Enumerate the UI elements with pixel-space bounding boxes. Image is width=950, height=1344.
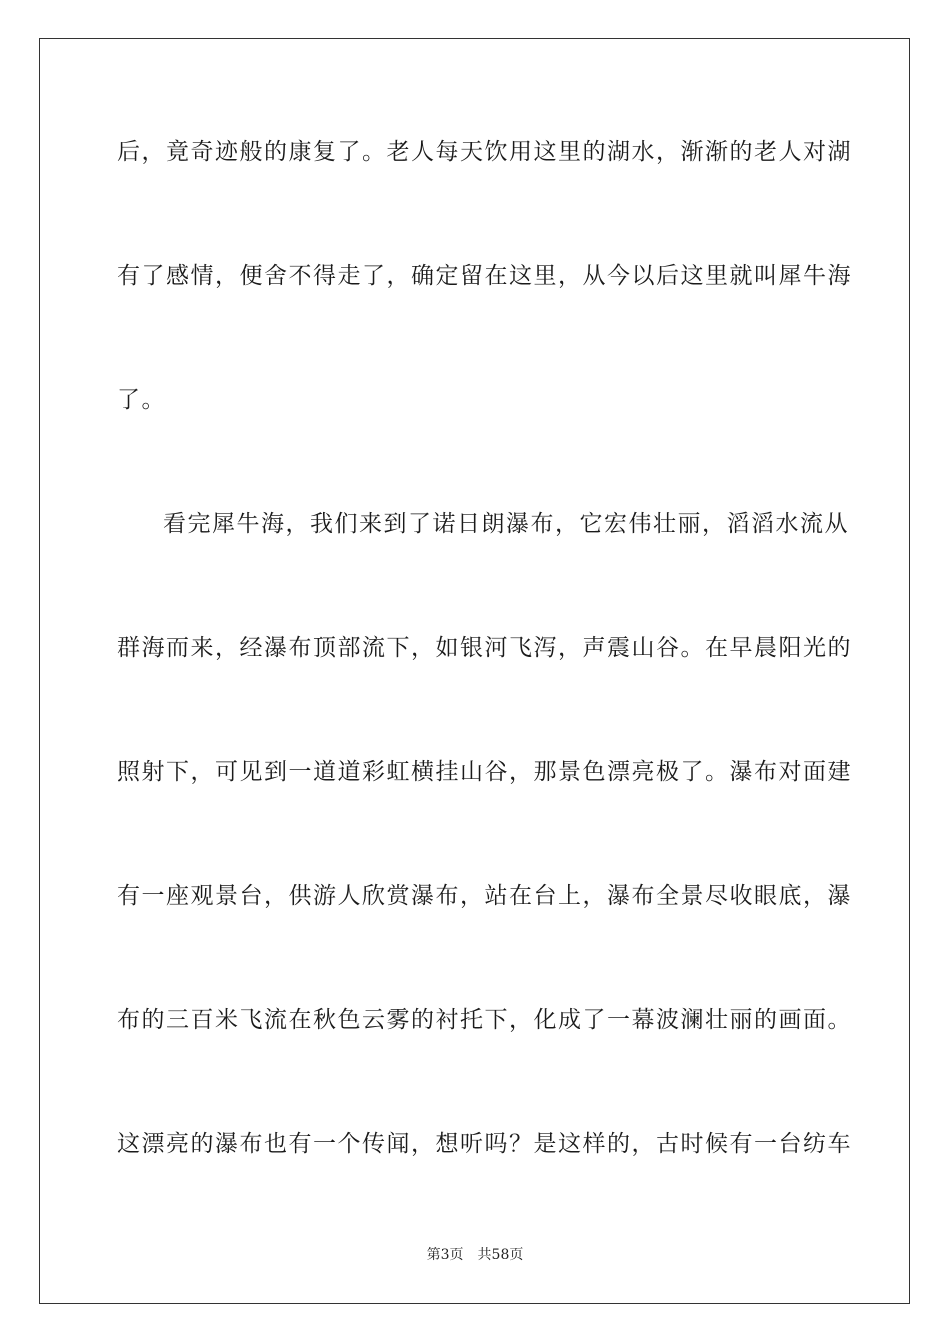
text-line-1: 后，竟奇迹般的康复了。老人每天饮用这里的湖水，渐渐的老人对湖: [117, 139, 852, 165]
text-line-4: 看完犀牛海，我们来到了诺日朗瀑布，它宏伟壮丽，滔滔水流从: [163, 511, 849, 537]
page-border: [39, 38, 910, 1304]
text-line-9: 这漂亮的瀑布也有一个传闻，想听吗？是这样的，古时候有一台纺车: [117, 1131, 852, 1157]
text-line-7: 有一座观景台，供游人欣赏瀑布，站在台上，瀑布全景尽收眼底，瀑: [117, 883, 852, 909]
text-line-5: 群海而来，经瀑布顶部流下，如银河飞泻，声震山谷。在早晨阳光的: [117, 635, 852, 661]
text-line-2: 有了感情，便舍不得走了，确定留在这里，从今以后这里就叫犀牛海: [117, 263, 852, 289]
text-line-8: 布的三百米飞流在秋色云雾的衬托下，化成了一幕波澜壮丽的画面。: [117, 1007, 852, 1033]
page-total: 共58页: [477, 1247, 524, 1263]
text-line-3: 了。: [117, 387, 166, 413]
page-footer: [0, 1245, 950, 1265]
text-line-6: 照射下，可见到一道道彩虹横挂山谷，那景色漂亮极了。瀑布对面建: [117, 759, 852, 785]
page-number: 第3页: [426, 1247, 464, 1263]
